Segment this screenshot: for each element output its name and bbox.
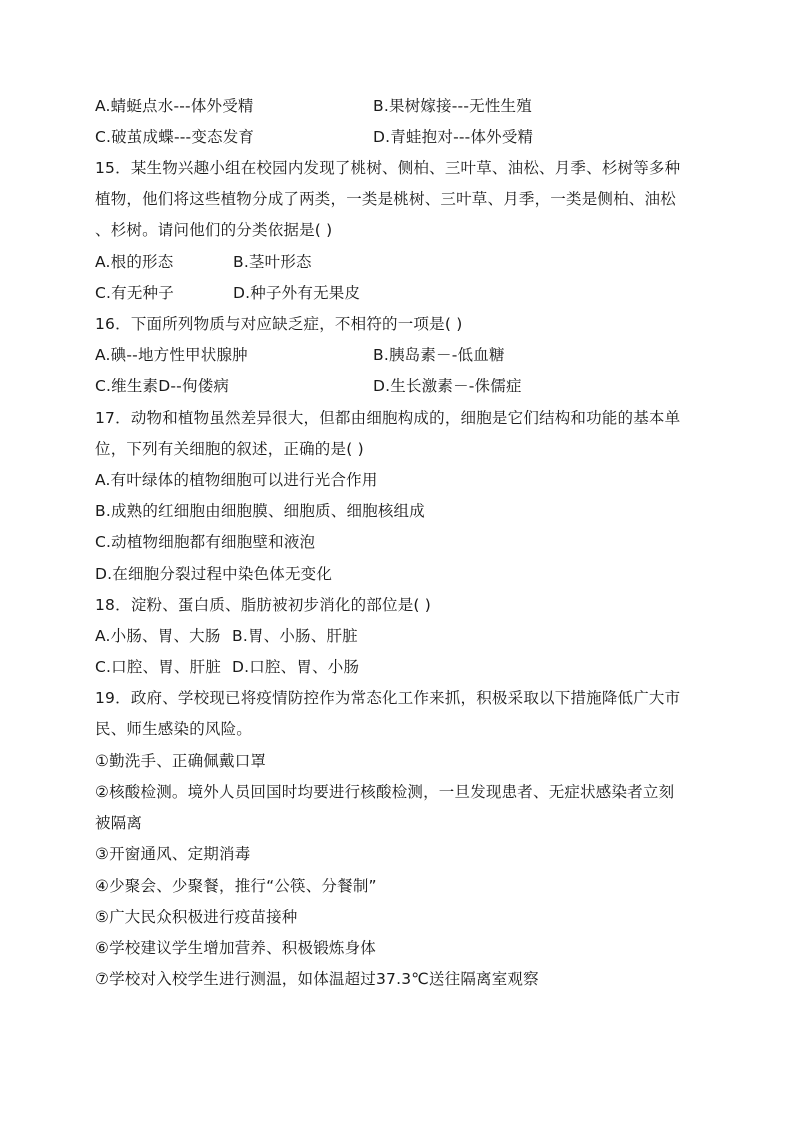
q14-option-b[interactable]: B.果树嫁接---无性生殖 bbox=[373, 97, 532, 115]
q16-stem-line-1: 16．下面所列物质与对应缺乏症，不相符的一项是( ) bbox=[95, 315, 463, 333]
q14-option-a[interactable]: A.蜻蜓点水---体外受精 bbox=[95, 97, 254, 115]
q16-option-d[interactable]: D.生长激素－-侏儒症 bbox=[373, 377, 522, 395]
q14-option-d[interactable]: D.青蛙抱对---体外受精 bbox=[373, 128, 534, 146]
q19-item-4: ④少聚会、少聚餐，推行“公筷、分餐制” bbox=[95, 877, 377, 895]
q19-item-7: ⑦学校对入校学生进行测温，如体温超过37.3℃送往隔离室观察 bbox=[95, 970, 539, 988]
q15-stem-line-1: 15．某生物兴趣小组在校园内发现了桃树、侧柏、三叶草、油松、月季、杉树等多种 bbox=[95, 159, 681, 177]
q17-stem-line-1: 17．动物和植物虽然差异很大，但都由细胞构成的，细胞是它们结构和功能的基本单 bbox=[95, 409, 681, 427]
q18-option-c[interactable]: C.口腔、胃、肝脏 bbox=[95, 658, 222, 676]
q17-option-a[interactable]: A.有叶绿体的植物细胞可以进行光合作用 bbox=[95, 471, 378, 489]
q17-option-d[interactable]: D.在细胞分裂过程中染色体无变化 bbox=[95, 565, 333, 583]
q19-item-3: ③开窗通风、定期消毒 bbox=[95, 845, 251, 863]
q14-option-c[interactable]: C.破茧成蝶---变态发育 bbox=[95, 128, 255, 146]
q19-item-5: ⑤广大民众积极进行疫苗接种 bbox=[95, 908, 298, 926]
q15-stem-line-3: 、杉树。请问他们的分类依据是( ) bbox=[95, 221, 333, 239]
q19-item-1: ①勤洗手、正确佩戴口罩 bbox=[95, 752, 267, 770]
q19-stem-line-2: 民、师生感染的风险。 bbox=[95, 720, 253, 738]
q15-stem-line-2: 植物，他们将这些植物分成了两类，一类是桃树、三叶草、月季，一类是侧柏、油松 bbox=[95, 190, 676, 208]
q19-item-6: ⑥学校建议学生增加营养、积极锻炼身体 bbox=[95, 939, 376, 957]
q19-item-2-line-1: ②核酸检测。境外人员回国时均要进行核酸检测，一旦发现患者、无症状感染者立刻 bbox=[95, 783, 675, 801]
q19-item-2-line-2: 被隔离 bbox=[95, 814, 143, 832]
q18-option-b[interactable]: B.胃、小肠、肝脏 bbox=[232, 627, 358, 645]
q18-option-d[interactable]: D.口腔、胃、小肠 bbox=[232, 658, 360, 676]
q15-option-d[interactable]: D.种子外有无果皮 bbox=[233, 284, 361, 302]
q16-option-a[interactable]: A.碘--地方性甲状腺肿 bbox=[95, 346, 248, 364]
q15-option-c[interactable]: C.有无种子 bbox=[95, 284, 174, 302]
q19-stem-line-1: 19．政府、学校现已将疫情防控作为常态化工作来抓，积极采取以下措施降低广大市 bbox=[95, 689, 681, 707]
q18-option-a[interactable]: A.小肠、胃、大肠 bbox=[95, 627, 221, 645]
q15-option-a[interactable]: A.根的形态 bbox=[95, 253, 174, 271]
q15-option-b[interactable]: B.茎叶形态 bbox=[233, 253, 312, 271]
q16-option-c[interactable]: C.维生素D--佝偻病 bbox=[95, 377, 230, 395]
q18-stem-line-1: 18．淀粉、蛋白质、脂肪被初步消化的部位是( ) bbox=[95, 596, 432, 614]
q17-option-c[interactable]: C.动植物细胞都有细胞壁和液泡 bbox=[95, 533, 316, 551]
q16-option-b[interactable]: B.胰岛素－-低血糖 bbox=[373, 346, 505, 364]
q17-option-b[interactable]: B.成熟的红细胞由细胞膜、细胞质、细胞核组成 bbox=[95, 502, 425, 520]
q17-stem-line-2: 位，下列有关细胞的叙述，正确的是( ) bbox=[95, 440, 364, 458]
